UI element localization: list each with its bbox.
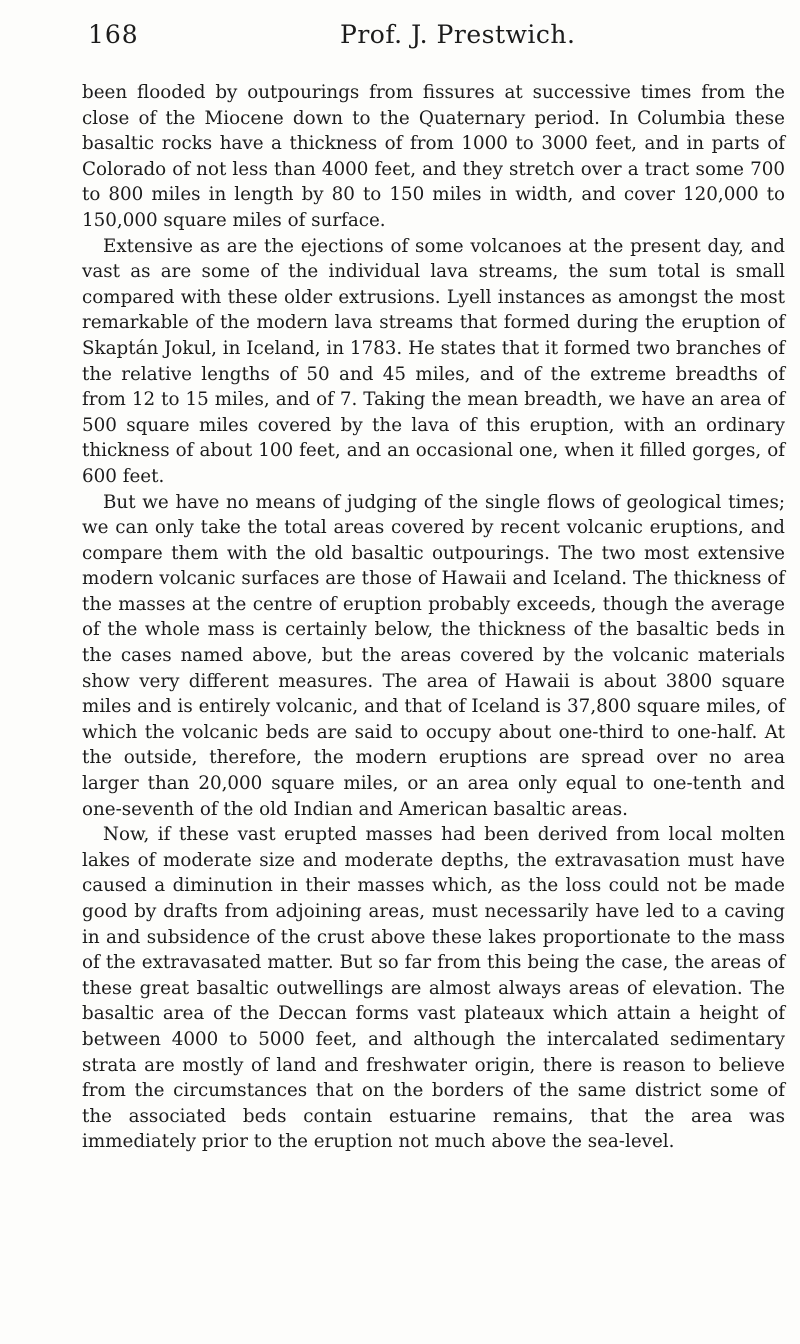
paragraph-continued: been flooded by outpourings from fissures at successive times from the close of the Miocene down to the Quaternary period. In Columbia these basaltic rocks have a thickness of from 1000 to 3000 feet, and in parts of Colorado of not less than 4000 feet, and they stretch over a tract some 700 to 800 miles in length by 80 to 150 miles in width, and cover 120,000 to 150,000 square miles of surface. [82, 82, 785, 231]
page-number: 168 [88, 20, 139, 49]
body-text [82, 80, 785, 1155]
paragraph-molten-lakes: Now, if these vast erupted masses had been derived from local molten lakes of moderate size and moderate depths, the extravasation must have caused a diminution in their masses which, as the loss could not be made good by drafts from adjoining areas, must necessarily have led to a caving in and subsidence of the crust above these lakes proportionate to the mass of the extravasated matter. But so far from this being the case, the areas of these great basaltic outwellings are almost always areas of elevation. The basaltic area of the Deccan forms vast plateaux which attain a height of between 4000 to 5000 feet, and although the intercalated sedimentary strata are mostly of land and freshwater origin, there is reason to believe from the circumstances that on the borders of the same district some of the associated beds contain estuarine remains, that the area was immediately prior to the eruption not much above the sea-level. [82, 824, 785, 1153]
paragraph-lava-streams: Extensive as are the ejections of some volcanoes at the present day, and vast as are some of the individual lava streams, the sum total is small compared with these older extrusions. Lyell instances as amongst the most remarkable of the modern lava streams that formed during the eruption of Skaptán Jokul, in Iceland, in 1783. He states that it formed two branches of the relative lengths of 50 and 45 miles, and of the extreme breadths of from 12 to 15 miles, and of 7. Taking the mean breadth, we have an area of 500 square miles covered by the lava of this eruption, with an ordinary thickness of about 100 feet, and an occasional one, when it filled gorges, of 600 feet. [82, 235, 785, 487]
running-head [88, 20, 783, 60]
paragraph-volcanic-areas: But we have no means of judging of the single flows of geological times; we can only take the total areas covered by recent volcanic eruptions, and compare them with the old basaltic outpourings. The two most extensive modern volcanic surfaces are those of Hawaii and Iceland. The thickness of the masses at the centre of eruption probably exceeds, though the average of the whole mass is certainly below, the thickness of the basaltic beds in the cases named above, but the areas covered by the volcanic materials show very different measures. The area of Hawaii is about 3800 square miles and is entirely volcanic, and that of Iceland is 37,800 square miles, of which the volcanic beds are said to occupy about one-third to one-half. At the outside, therefore, the modern eruptions are spread over no area larger than 20,000 square miles, or an area only equal to one-tenth and one-seventh of the old Indian and American basaltic areas. [82, 491, 785, 820]
running-title: Prof. J. Prestwich. [340, 20, 576, 49]
